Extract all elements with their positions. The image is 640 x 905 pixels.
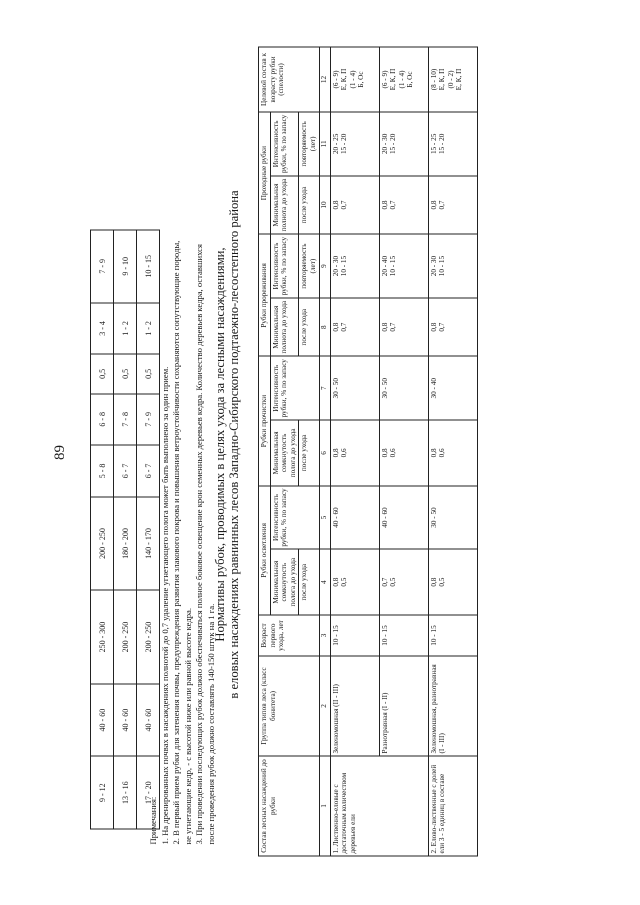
header-row [259, 47, 271, 856]
table-row: 1. Лиственно-еловые с достаточным количеством деревьев ели Зеленомошная (II - III) 10 - 15 0,8 0,5 40 - 60 0,8 0,6 30 - 50 0,8 0,7 20 - 30 10 - 15 0,8 0,7 20 - 25 15 - 20 (6 - 9) Е, К, П (1 - 4) Б, Ос [330, 47, 379, 856]
column-number-row: 1 2 3 4 5 6 7 8 9 10 11 12 [319, 47, 330, 856]
composition-cell: 1. Лиственно-еловые с достаточным количеством деревьев ели [330, 756, 428, 856]
rotated-page: 89 9 - 12 40 - 60 250 - 300 200 - 250 5 - 8 6 - 8 0,5 3 - 4 7 - 9 13 - 16 40 - 60 200 - 250 180 - 200 6 - 7 7 - 8 0,5 1 - 2 9 - 10 17 - 20 40 - 60 200 - 250 140 - 170 6 - 7 7 - 9 0,5 1 - 2 10 - 15 Примечания: 1. На дренированных почвах в насаждениях полнотой до 0,7 удаление угнетающего полога может быть выполнено за один прием. 2. В первый прием рубки для затенения почвы, предупреждения развития злакового покрова и повышения ветроустойчивости сохраняются сопутствующие породы, не угнетающие кедр, - с высотой ниже или равной высоте кедра. 3. При проведении последующих рубок должно обеспечиваться полное боковое освещение крон семенных деревьев кедра. Количество деревьев кедра, оставшихся после проведения рубок должно составлять 140-150 штук на 1 га. Нормативы рубок, проводимых в целях ухода за лесными насаждениями, в еловых насаждениях равнинных лесов Западно-Сибирского подтаежно-лесостепного района Состав лесных насаждений до рубки Группа типов леса (класс бонитета) Возраст первого ухода, лет Рубки осветления Рубки прочистки Рубки прореживания Проходные рубки Целевой состав к возрасту рубки (спелости) Минимальная сомкнутость полога до ухода Интенсивность рубки, % по запасу Минимальная сомкнутость полога до ухода Интенсивность рубки, % по запасу Минимальная полнота до ухода Интенсивность рубки, % по запасу Минимальная полнота до ухода Интенсивность рубки, % по запасу после ухода после ухода после ухода повторяемость (лет) после ухода повторяемость (лет) 1 2 3 4 5 6 7 8 9 10 11 12 1. Лиственно-еловые с достаточным количеством деревьев ели Зеленомошная (II - III) 10 - 15 0,8 0,5 40 - 60 0,8 0,6 30 - 50 0,8 0,7 20 - 30 10 - 15 0,8 0,7 20 - 25 15 - 20 (6 - 9) Е, К, П (1 - 4) Б, Ос Разнотравная (I - II) 10 - 15 0,7 0,5 40 - 60 0,8 0,6 30 - 50 0,8 0,7 20 - 40 10 - 15 0,8 0,7 20 - 30 15 - 20 (6 - 9) Е, К, П (1 - 4) Б, Ос 2. Елово-лиственные с долей ели 3 - 5 единиц в составе Зеленомошная, разнотравная (I - III) 10 - 15 0,8 0,5 30 - 50 0,8 0,6 30 - 40 0,8 0,7 20 - 30 10 - 15 0,8 0,7 15 - 25 15 - 20 (8 - 10) Е, К, П (0 - 2) Е, К, П [0, 0, 640, 905]
header-prochistka: Рубки прочистки [259, 356, 271, 485]
table-row: 2. Елово-лиственные с долей ели 3 - 5 единиц в составе Зеленомошная, разнотравная (I - III) 10 - 15 0,8 0,5 30 - 50 0,8 0,6 30 - 40 0,8 0,7 20 - 30 10 - 15 0,8 0,7 15 - 25 15 - 20 (8 - 10) Е, К, П (0 - 2) Е, К, П [428, 47, 477, 856]
note-line: 2. В первый прием рубки для затенения почвы, предупреждения развития злакового покрова и повышения ветроустойчивости сохраняются сопутствующие породы, [171, 240, 181, 845]
header-target: Целевой состав к возрасту рубки (спелости) [259, 47, 320, 112]
table-row: 13 - 16 40 - 60 200 - 250 180 - 200 6 - 7 7 - 8 0,5 1 - 2 9 - 10 [114, 230, 137, 829]
composition-cell: 2. Елово-лиственные с долей ели 3 - 5 единиц в составе [428, 756, 477, 856]
notes-heading: Примечания: [148, 796, 158, 845]
header-forest-type: Группа типов леса (класс бонитета) [259, 656, 320, 756]
table-title: Нормативы рубок, проводимых в целях ухода за лесными насаждениями, в еловых насаждениях равнинных лесов Западно-Сибирского подтаежно-лесостепного района [213, 190, 241, 699]
header-prokhodnye: Проходные рубки [259, 112, 271, 234]
notes-section [148, 45, 217, 845]
header-composition: Состав лесных насаждений до рубки [259, 756, 320, 856]
note-line: не угнетающие кедр, - с высотой ниже или равной высоте кедра. [182, 608, 193, 845]
note-line: 1. На дренированных почвах в насаждениях полнотой до 0,7 удаление угнетающего полога может быть выполнено за один прием. [159, 366, 170, 845]
table-row: Разнотравная (I - II) 10 - 15 0,7 0,5 40 - 60 0,8 0,6 30 - 50 0,8 0,7 20 - 40 10 - 15 0,8 0,7 20 - 30 15 - 20 (6 - 9) Е, К, П (1 - 4) Б, Ос [379, 47, 428, 856]
norms-table [258, 47, 478, 857]
header-row: после ухода после ухода после ухода повторяемость (лет) после ухода повторяемость (лет) [299, 47, 319, 856]
header-prorezhivanie: Рубки прореживания [259, 234, 271, 356]
table-row: 9 - 12 40 - 60 250 - 300 200 - 250 5 - 8 6 - 8 0,5 3 - 4 7 - 9 [91, 230, 114, 829]
table-row: 17 - 20 40 - 60 200 - 250 140 - 170 6 - 7 7 - 9 0,5 1 - 2 10 - 15 [137, 230, 160, 829]
header-row: Минимальная сомкнутость полога до ухода Интенсивность рубки, % по запасу Минимальная сомкнутость полога до ухода Интенсивность рубки, % по запасу Минимальная полнота до ухода Интенсивность рубки, % по запасу Минимальная полнота до ухода Интенсивность рубки, % по запасу [270, 47, 299, 856]
note-line: 3. При проведении последующих рубок должно обеспечиваться полное боковое освещение крон семенных деревьев кедра. Количество деревьев кедра, оставшихся [194, 244, 204, 845]
header-age: Возраст первого ухода, лет [259, 615, 320, 656]
header-osvetlenie: Рубки осветления [259, 486, 271, 615]
note-line: после проведения рубок должно составлять 140-150 штук на 1 га. [205, 603, 216, 845]
